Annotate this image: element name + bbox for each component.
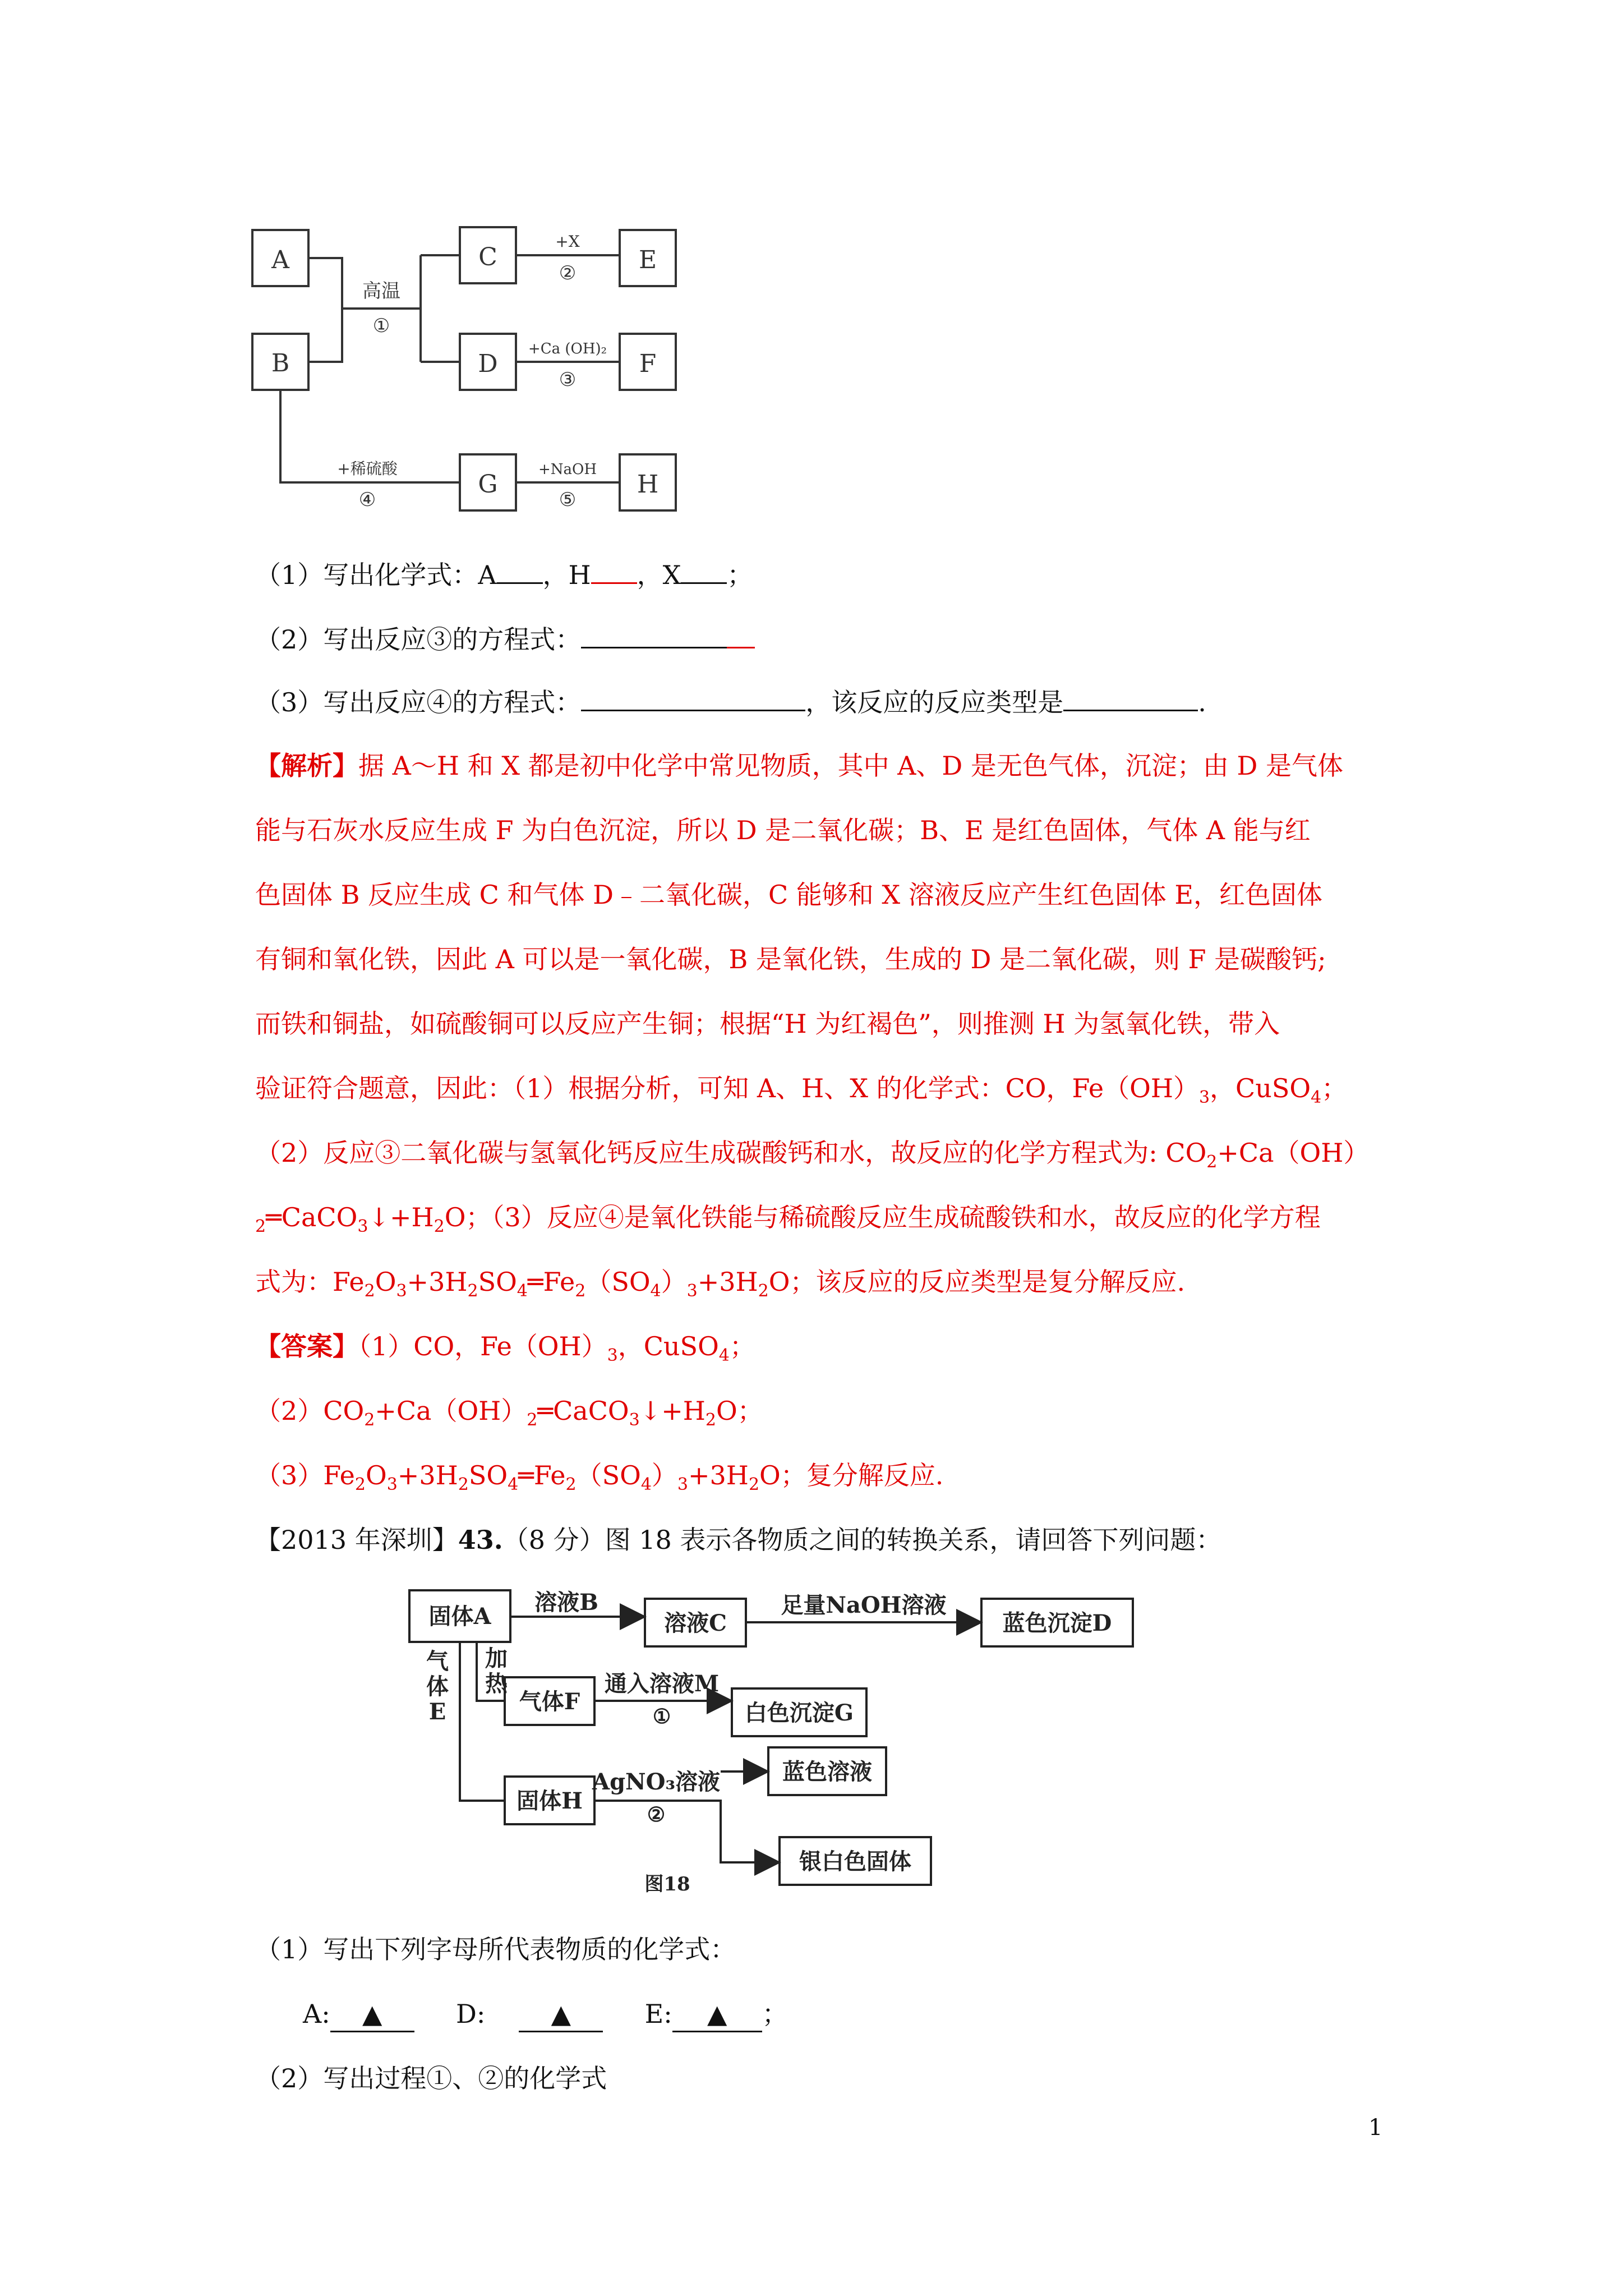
node-e-label: E <box>638 246 657 274</box>
analysis-line-5: 而铁和铜盐，如硫酸铜可以反应产生铜；根据“H 为红褐色”，则推测 H 为氢氧化铁，带入 <box>255 1009 1280 1039</box>
node-h-label: H <box>637 470 659 499</box>
edge-4-num: ④ <box>358 489 376 511</box>
white-precipitate-g-label: 白色沉淀G <box>744 1700 854 1726</box>
edge-5-num: ⑤ <box>559 489 577 511</box>
node-g-label: G <box>478 470 498 499</box>
gas-f-label: 气体F <box>519 1688 580 1715</box>
gas-e-label-1: 气 <box>426 1648 449 1674</box>
blue-precipitate-d-label: 蓝色沉淀D <box>1002 1610 1112 1636</box>
solid-a-label: 固体A <box>428 1603 491 1630</box>
question-2: （2）写出反应③的方程式： <box>255 623 755 656</box>
silver-solid-label: 银白色固体 <box>799 1848 911 1875</box>
analysis-line-6: 验证符合题意，因此：（1）根据分析，可知 A、H、X 的化学式：CO，$Fe(OH)_3$，CuSO$_4$； <box>255 1073 1348 1108</box>
analysis-line-2: 能与石灰水反应生成 F 为白色沉淀，所以 D 是二氧化碳；B、E 是红色固体，气体 A 能与红 <box>255 815 1311 845</box>
edge-5-label: +NaOH <box>538 461 597 478</box>
question-43-1: （1）写出下列字母所代表物质的化学式： <box>255 1934 736 1964</box>
process-2-num: ② <box>647 1803 666 1826</box>
edge-3-num: ③ <box>559 369 577 391</box>
node-c-label: C <box>478 243 497 272</box>
node-f-label: F <box>639 349 657 378</box>
analysis-line-3: 色固体 B 反应生成 C 和气体 D﹣二氧化碳，C 能够和 X 溶液反应产生红色固体 E，红色固体 <box>255 880 1323 910</box>
excess-naoh-label: 足量NaOH溶液 <box>781 1592 947 1618</box>
analysis-line-4: 有铜和氧化铁，因此 A 可以是一氧化碳，B 是氧化铁，生成的 D 是二氧化碳，则 F 是碳酸钙; <box>255 944 1326 974</box>
solution-c-label: 溶液C <box>664 1610 727 1636</box>
analysis-line-7: （2）反应③二氧化碳与氢氧化钙反应生成碳酸钙和水，故反应的化学方程式为: $CO_2+Ca(OH)$ <box>255 1138 1370 1172</box>
edge-3-label: +Ca (OH)₂ <box>528 341 607 357</box>
blue-solution-label: 蓝色溶液 <box>782 1759 872 1785</box>
question-43-2: （2）写出过程①、②的化学式 <box>255 2063 607 2093</box>
heat-label-2: 热 <box>485 1671 508 1697</box>
edge-1-label: 高温 <box>362 280 400 302</box>
reaction-diagram-1 <box>247 213 695 527</box>
gas-e-label-2: 体 <box>426 1673 449 1700</box>
question-43-1-answers: A: ▲ D: ▲ E: ▲ ； <box>303 1997 788 2032</box>
process-1-num: ① <box>652 1705 671 1728</box>
node-d-label: D <box>478 349 498 378</box>
edge-2-num: ② <box>559 262 577 284</box>
edge-2-label: +X <box>555 232 580 251</box>
answer-line-3: $(3)Fe_2O_3+3H_2SO_4═Fe_2(SO_4)_3+3H_2O$；复分解反应. <box>255 1460 944 1495</box>
solution-b-label: 溶液B <box>534 1589 598 1616</box>
figure-caption: 图18 <box>644 1873 690 1895</box>
node-a-label: A <box>271 246 289 274</box>
answer-line-2: $(2)CO_2+Ca(OH)_2═CaCO_3↓+H_2O$； <box>255 1396 763 1430</box>
solid-h-label: 固体H <box>517 1788 583 1814</box>
analysis-line-9: 式为：$Fe_2O_3+3H_2SO_4═Fe_2(SO_4)_3+3H_2O$；该反应的反应类型是复分解反应. <box>255 1267 1186 1301</box>
reaction-diagram-2 <box>398 1576 1183 1907</box>
question-43: 【2013 年深圳】43.（8 分）图 18 表示各物质之间的转换关系，请回答下列问题： <box>255 1525 1222 1555</box>
node-b-label: B <box>271 349 290 378</box>
question-1: （1）写出化学式：A ，H ，X ； <box>255 560 753 590</box>
analysis-line-1: 【解析】据 A～H 和 X 都是初中化学中常见物质，其中 A、D 是无色气体，沉淀；由 D 是气体 <box>255 751 1344 781</box>
analysis-line-8: $_2═CaCO_3↓+H_2O$；（3）反应④是氧化铁能与稀硫酸反应生成硫酸铁和水，故反应的化学方程 <box>255 1202 1321 1237</box>
agno3-label: AgNO₃溶液 <box>592 1769 720 1795</box>
page-number: 1 <box>1368 2115 1383 2141</box>
answer-line-1: 【答案】（1）CO，$Fe(OH)_3$，CuSO$_4$； <box>255 1331 755 1366</box>
heat-label-1: 加 <box>485 1645 508 1672</box>
gas-e-label-3: E <box>428 1699 446 1725</box>
edge-1-num: ① <box>372 315 390 337</box>
pass-solution-m-label: 通入溶液M <box>604 1671 720 1697</box>
question-3: （3）写出反应④的方程式： ，该反应的反应类型是 . <box>255 687 1206 717</box>
edge-4-label: +稀硫酸 <box>337 459 398 478</box>
